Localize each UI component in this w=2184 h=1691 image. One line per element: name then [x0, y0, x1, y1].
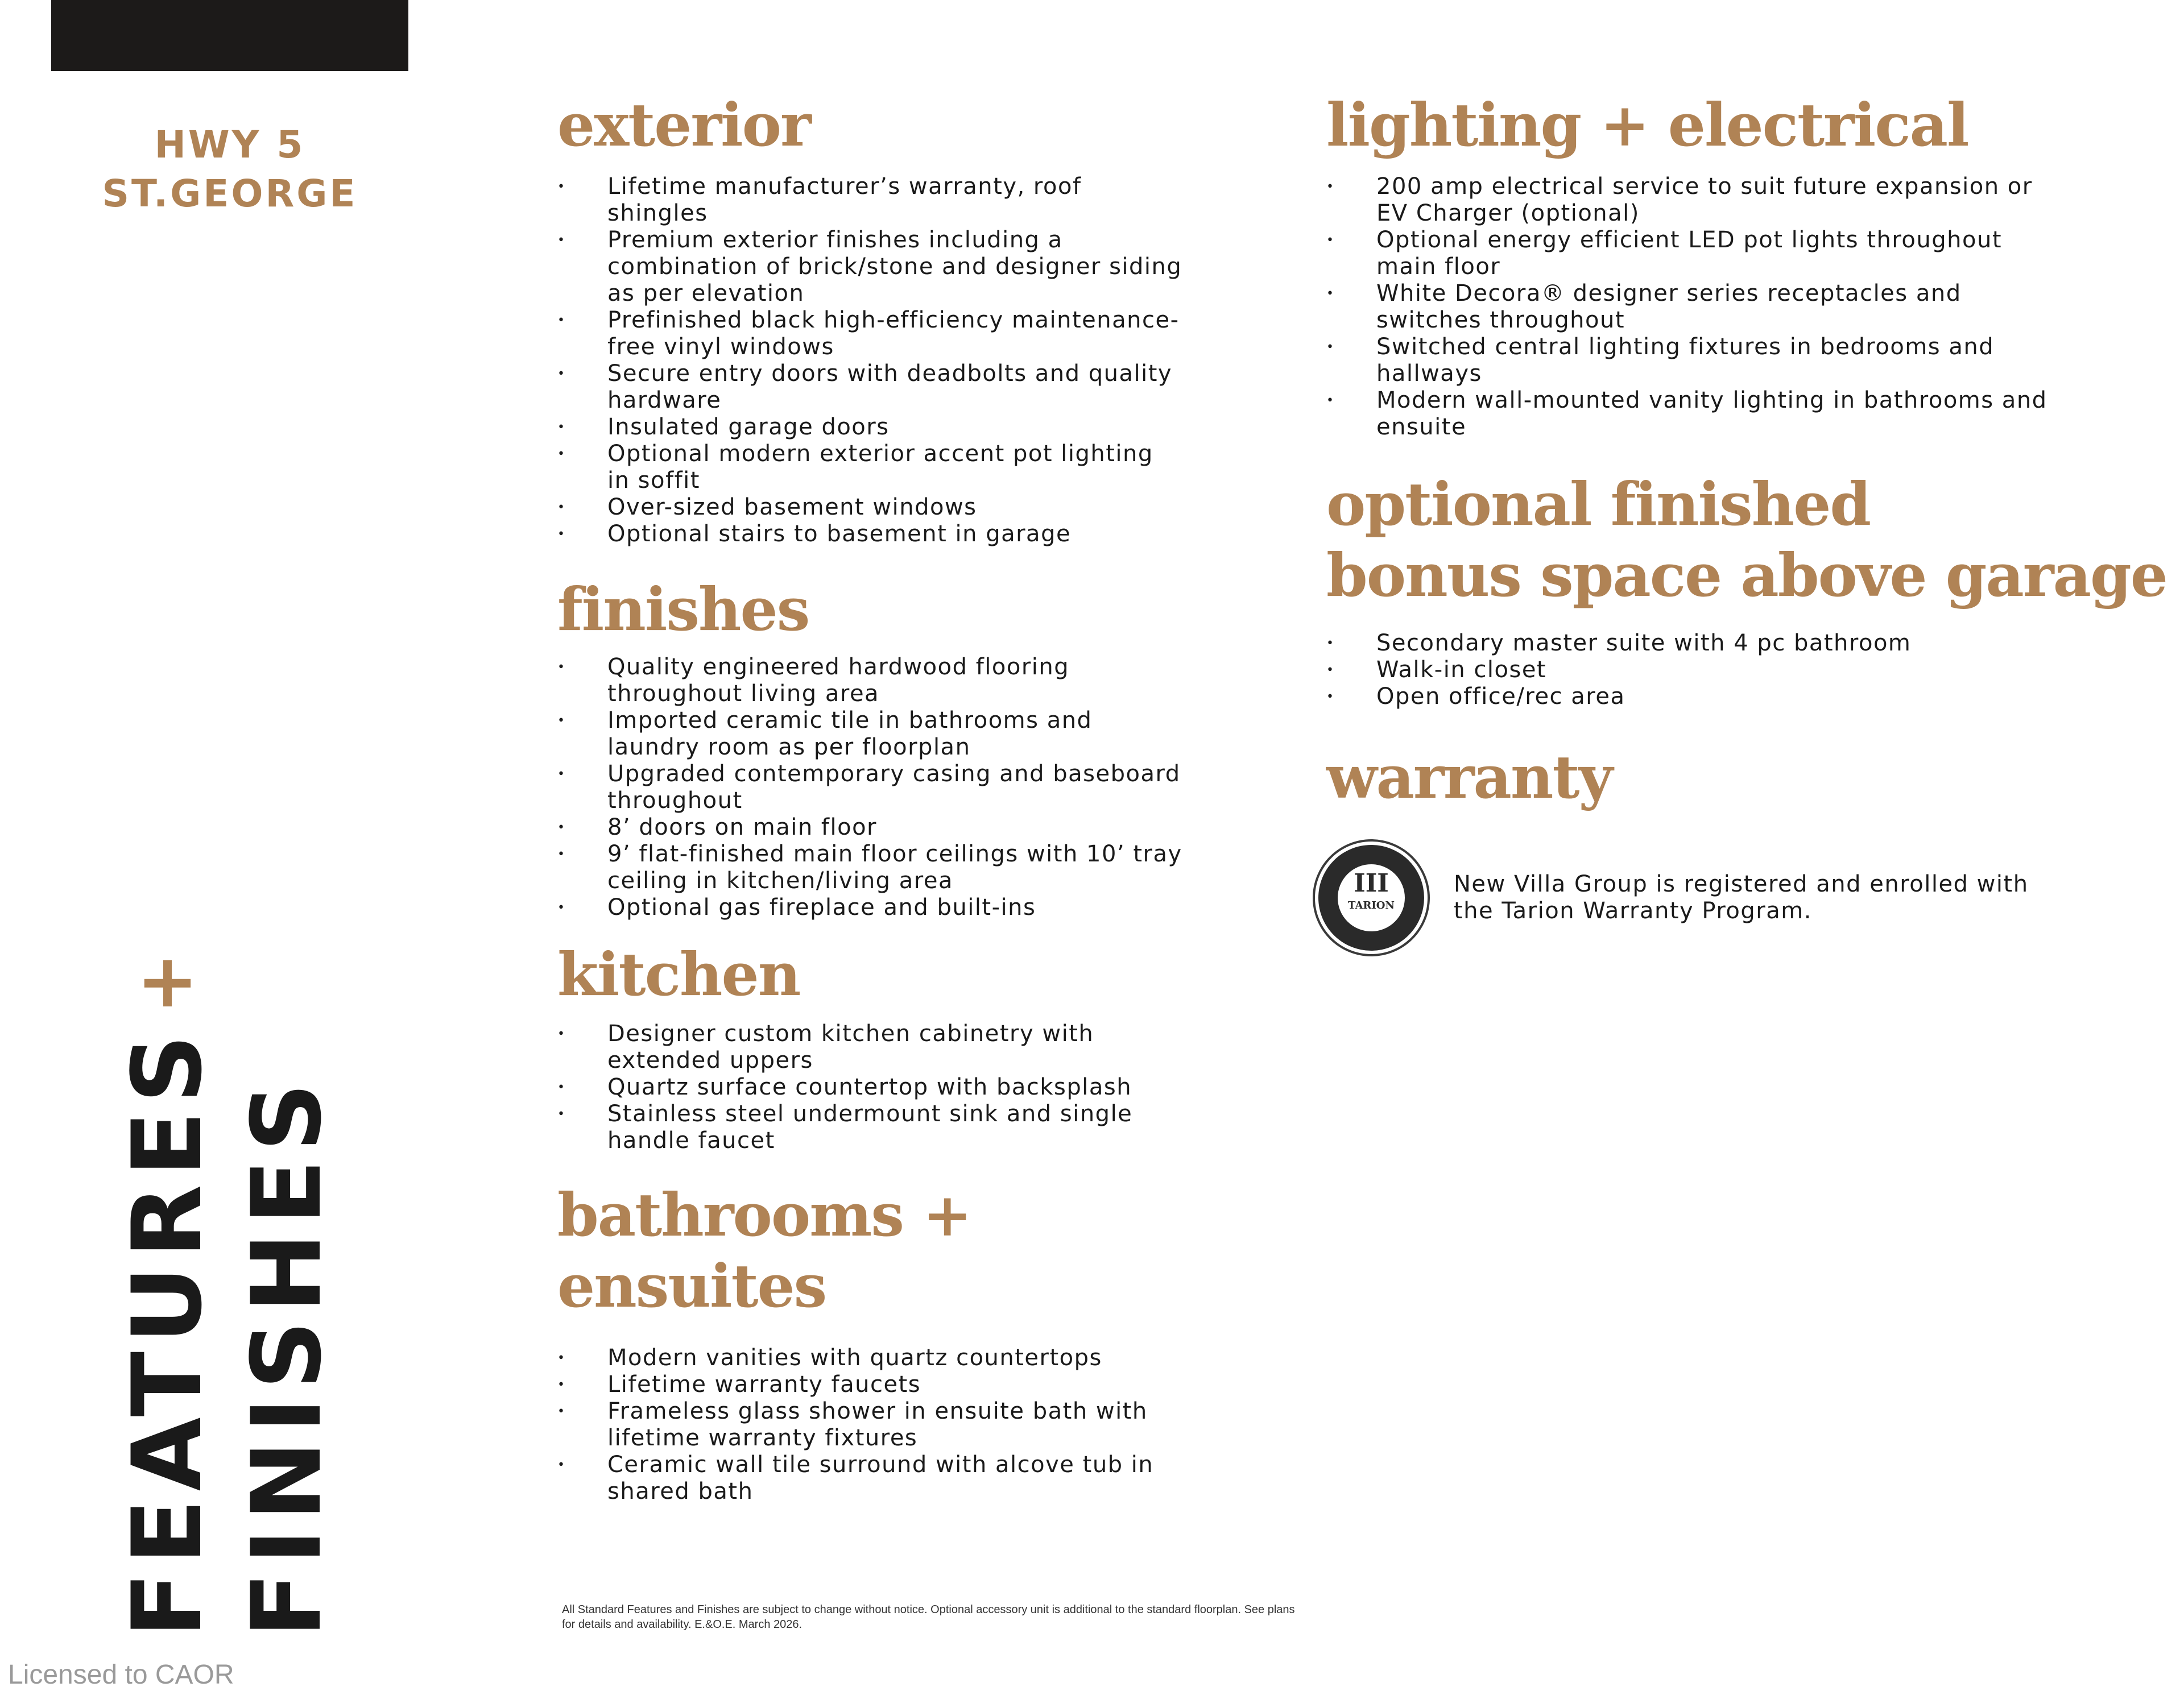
kitchen-list [557, 1021, 1183, 1154]
seal-numeral: III [1354, 869, 1389, 898]
lighting-list [1326, 173, 2066, 441]
list-item: • Frameless glass shower in ensuite bath with lifetime warranty fixtures [557, 1398, 1183, 1452]
license-watermark: Licensed to CAOR [8, 1660, 234, 1690]
list-item: • Modern vanities with quartz countertops [557, 1345, 1183, 1371]
bonus-list [1326, 630, 2066, 710]
list-item: • Open office/rec area [1326, 683, 2066, 710]
title-finishes: FINISHES [231, 1075, 342, 1638]
section-heading-bathrooms-line2: ensuites [557, 1251, 826, 1321]
project-name-line1: HWY 5 [154, 123, 305, 167]
list-item: • Ceramic wall tile surround with alcove tub in shared bath [557, 1452, 1183, 1505]
list-item: • Insulated garage doors [557, 414, 1183, 441]
tarion-seal-icon [1318, 845, 1424, 951]
header-bar [51, 0, 408, 71]
list-item: • Upgraded contemporary casing and baseboard throughout [557, 761, 1183, 814]
exterior-list [557, 173, 1183, 548]
project-name-line2: ST.GEORGE [102, 172, 358, 215]
list-item: • Lifetime manufacturer’s warranty, roof shingles [557, 173, 1183, 227]
bathrooms-list [557, 1345, 1183, 1505]
section-heading-warranty: warranty [1326, 742, 1612, 812]
list-item: • Optional gas fireplace and built-ins [557, 894, 1183, 921]
list-item: • 200 amp electrical service to suit future expansion or EV Charger (optional) [1326, 173, 2066, 227]
section-heading-bathrooms-line1: bathrooms + [557, 1180, 971, 1250]
list-item: • Premium exterior finishes including a combination of brick/stone and designer siding as per elevation [557, 227, 1183, 307]
list-item: • Over-sized basement windows [557, 494, 1183, 521]
section-heading-lighting: lighting + electrical [1326, 90, 1968, 160]
warranty-text: New Villa Group is registered and enrolled with the Tarion Warranty Program. [1454, 871, 2029, 924]
section-heading-bonus-line1: optional finished [1326, 469, 1871, 539]
finishes-list [557, 654, 1183, 921]
list-item: • Designer custom kitchen cabinetry with extended uppers [557, 1021, 1183, 1074]
seal-word: TARION [1348, 900, 1395, 911]
title-features: FEATURES [111, 1026, 223, 1638]
list-item: • Prefinished black high-efficiency maintenance-free vinyl windows [557, 307, 1183, 360]
section-heading-bonus-line2: bonus space above garage [1326, 540, 2167, 610]
title-plus: + [136, 938, 198, 1024]
list-item: • Modern wall-mounted vanity lighting in bathrooms and ensuite [1326, 387, 2066, 441]
list-item: • Quality engineered hardwood flooring throughout living area [557, 654, 1183, 707]
section-heading-finishes: finishes [557, 574, 809, 644]
list-item: • Optional modern exterior accent pot lighting in soffit [557, 441, 1183, 494]
list-item: • White Decora® designer series receptacles and switches throughout [1326, 280, 2066, 334]
list-item: • 9’ flat-finished main floor ceilings with 10’ tray ceiling in kitchen/living area [557, 841, 1183, 894]
list-item: • 8’ doors on main floor [557, 814, 1183, 841]
list-item: • Walk-in closet [1326, 657, 2066, 683]
section-heading-kitchen: kitchen [557, 939, 800, 1009]
list-item: • Secure entry doors with deadbolts and quality hardware [557, 360, 1183, 414]
list-item: • Secondary master suite with 4 pc bathroom [1326, 630, 2066, 657]
list-item: • Quartz surface countertop with backsplash [557, 1074, 1183, 1101]
disclaimer: All Standard Features and Finishes are subject to change without notice. Optional accessory unit is additional to the standard floorplan. See plans for details and availability. E.&O.E. March 2026. [562, 1603, 1295, 1631]
list-item: • Imported ceramic tile in bathrooms and laundry room as per floorplan [557, 707, 1183, 761]
list-item: • Optional stairs to basement in garage [557, 521, 1183, 548]
list-item: • Optional energy efficient LED pot lights throughout main floor [1326, 227, 2066, 280]
section-heading-exterior: exterior [557, 90, 810, 160]
list-item: • Switched central lighting fixtures in bedrooms and hallways [1326, 334, 2066, 387]
list-item: • Stainless steel undermount sink and single handle faucet [557, 1101, 1183, 1154]
list-item: • Lifetime warranty faucets [557, 1371, 1183, 1398]
